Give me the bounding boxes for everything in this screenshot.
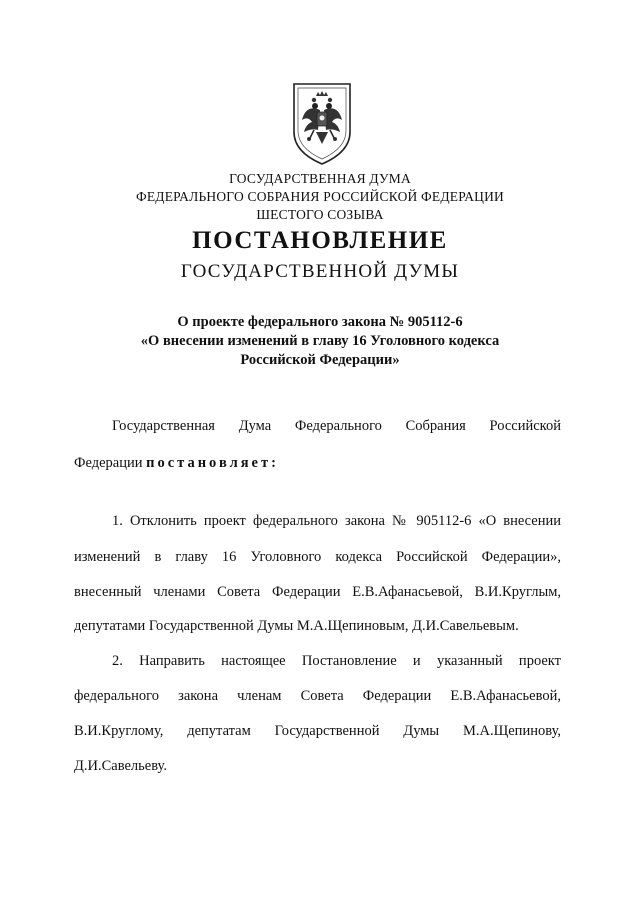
item2-line-1: 2. Направить настоящее Постановление и указанный проект <box>112 653 561 669</box>
header-line-convocation: ШЕСТОГО СОЗЫВА <box>256 207 384 222</box>
header-line-assembly: ФЕДЕРАЛЬНОГО СОБРАНИЯ РОССИЙСКОЙ ФЕДЕРАЦИИ <box>136 189 504 204</box>
subject-line-2: «О внесении изменений в главу 16 Уголовного кодекса <box>140 333 500 349</box>
item2-line-2: федерального закона членам Совета Федерации Е.В.Афанасьевой, <box>74 688 561 704</box>
parliament-header <box>0 170 640 224</box>
coat-of-arms-emblem-icon <box>290 80 354 166</box>
item2-line-3: В.И.Круглому, депутатам Государственной Думы М.А.Щепинову, <box>74 723 561 739</box>
resolves-word: постановляет: <box>146 455 279 471</box>
subject-line-1: О проекте федерального закона № 905112-6 <box>177 314 463 330</box>
item2-line-4: Д.И.Савельеву. <box>74 758 167 774</box>
document-subject <box>0 313 640 370</box>
document-subtitle: ГОСУДАРСТВЕННОЙ ДУМЫ <box>180 261 460 282</box>
document-title: ПОСТАНОВЛЕНИЕ <box>192 227 448 254</box>
preamble-line-2 <box>74 455 561 472</box>
item1-line-2: изменений в главу 16 Уголовного кодекса Российской Федерации», <box>74 549 561 565</box>
item1-line-3: внесенный членами Совета Федерации Е.В.Афанасьевой, В.И.Круглым, <box>74 584 561 600</box>
item1-line-4: депутатами Государственной Думы М.А.Щепиновым, Д.И.Савельевым. <box>74 618 519 634</box>
header-line-duma: ГОСУДАРСТВЕННАЯ ДУМА <box>229 171 411 186</box>
preamble-text: Федерации <box>74 455 147 471</box>
subject-line-3: Российской Федерации» <box>240 352 400 368</box>
item1-line-1: 1. Отклонить проект федерального закона № 905112-6 «О внесении <box>112 513 561 529</box>
preamble-line-1: Государственная Дума Федерального Собрания Российской <box>112 418 561 434</box>
